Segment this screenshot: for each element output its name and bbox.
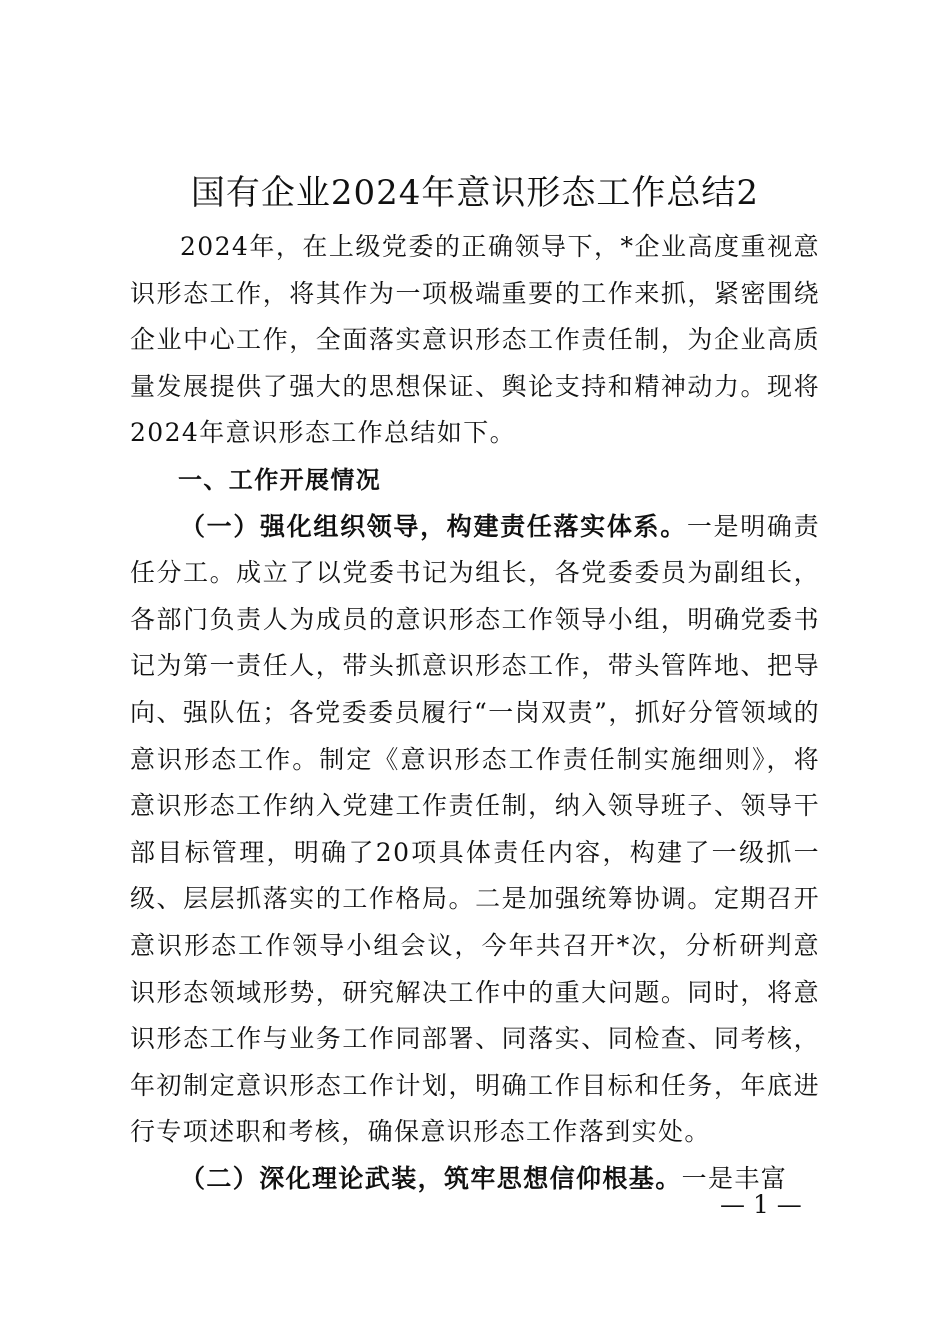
section-heading: 一、工作开展情况 bbox=[178, 465, 382, 494]
item-2-lead: （二）深化理论武装，筑牢思想信仰根基。 bbox=[180, 1163, 682, 1193]
item-1-paragraph bbox=[130, 504, 820, 1156]
intro-paragraph: 2024年，在上级党委的正确领导下，*企业高度重视意识形态工作，将其作为一项极端重要的工作来抓，紧密围绕企业中心工作，全面落实意识形态工作责任制，为企业高质量发展提供了强大的思想保证、舆论支持和精神动力。现将2024年意识形态工作总结如下。 bbox=[130, 232, 820, 448]
item-1-body: 一是明确责任分工。成立了以党委书记为组长，各党委委员为副组长，各部门负责人为成员的意识形态工作领导小组，明确党委书记为第一责任人，带头抓意识形态工作，带头管阵地、把导向、强队伍；各党委委员履行“一岗双责”，抓好分管领域的意识形态工作。制定《意识形态工作责任制实施细则》，将意识形态工作纳入党建工作责任制，纳入领导班子、领导干部目标管理，明确了20项具体责任内容，构建了一级抓一级、层层抓落实的工作格局。二是加强统筹协调。定期召开意识形态工作领导小组会议，今年共召开*次，分析研判意识形态领域形势，研究解决工作中的重大问题。同时，将意识形态工作与业务工作同部署、同落实、同检查、同考核，年初制定意识形态工作计划，明确工作目标和任务，年底进行专项述职和考核，确保意识形态工作落到实处。 bbox=[130, 511, 820, 1147]
document-title: 国有企业2024年意识形态工作总结2 bbox=[190, 173, 760, 213]
item-2-body: 一是丰富 bbox=[681, 1163, 788, 1193]
item-2-paragraph bbox=[130, 1156, 820, 1203]
item-1-lead: （一）强化组织领导，构建责任落实体系。 bbox=[180, 511, 687, 541]
page-number: — 1 — bbox=[720, 1190, 802, 1219]
document-body bbox=[130, 224, 820, 1202]
